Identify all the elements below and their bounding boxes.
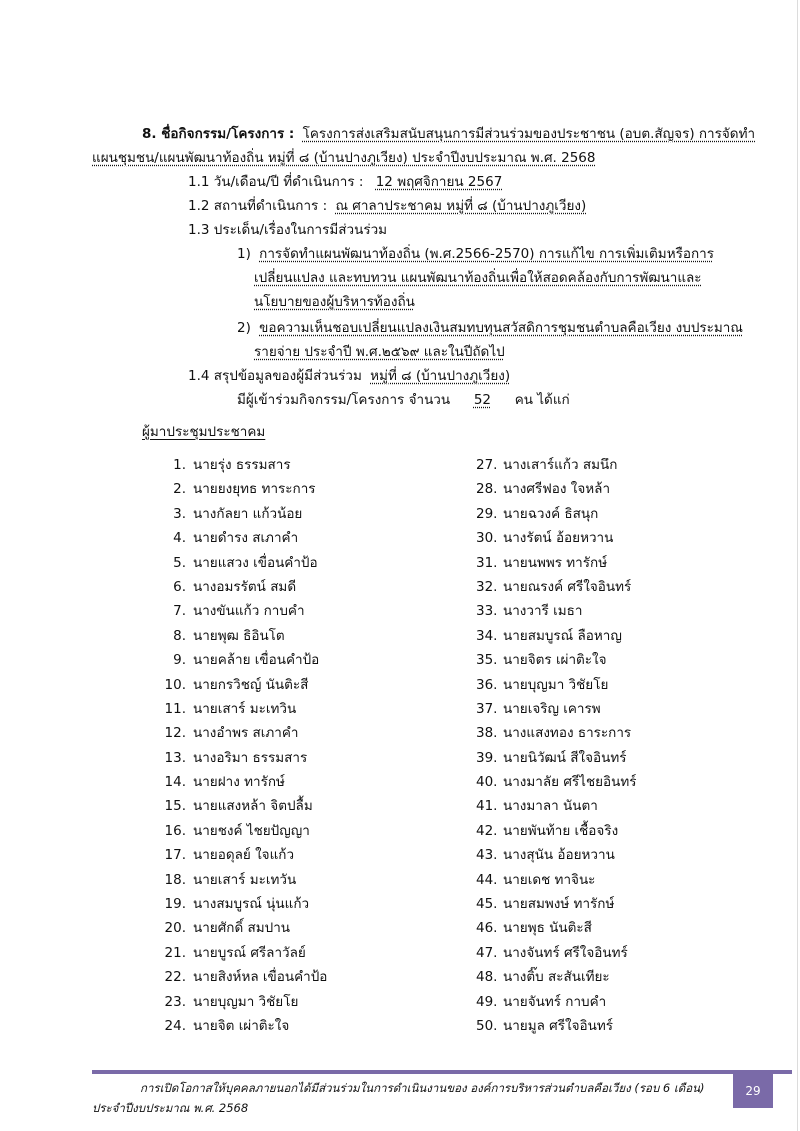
- attendee-name: นายฝาง ทารักษ์: [193, 774, 285, 791]
- attendee-number: 17.: [164, 847, 186, 864]
- attendee-number: 30.: [476, 530, 498, 547]
- attendee-number: 12.: [164, 725, 186, 742]
- place-value: ณ ศาลาประชาคม หมู่ที่ ๘ (บ้านปางภูเวียง): [335, 198, 587, 214]
- attendee-number: 16.: [164, 822, 186, 839]
- attendee-name: นายสมบูรณ์ ลือหาญ: [503, 627, 622, 644]
- attendee-row: [120, 528, 327, 552]
- attendee-name: นายบูรณ์ ศรีลาวัลย์: [193, 944, 306, 961]
- attendee-name: นางสุนัน อ้อยหวาน: [503, 847, 615, 864]
- attendee-row: [476, 772, 637, 796]
- attendee-row: [476, 845, 637, 869]
- attendee-row: [120, 894, 327, 918]
- attendee-row: [476, 577, 637, 601]
- issue2-line1: ขอความเห็นชอบเปลี่ยนแปลงเงินสมทบทุนสวัสดิการชุมชนตำบลคือเวียง งบประมาณ: [259, 320, 743, 336]
- issue1-line1: การจัดทำแผนพัฒนาท้องถิ่น (พ.ศ.2566-2570) การแก้ไข การเพิ่มเติมหรือการ: [259, 246, 714, 262]
- count-row: [237, 390, 570, 410]
- attendee-name: นายเสาร์ มะเทวิน: [193, 700, 297, 717]
- attendee-name: นายนพพร ทารักษ์: [503, 554, 608, 571]
- attendee-row: [120, 918, 327, 942]
- attendee-name: นายบุญมา วิชัยโย: [193, 993, 299, 1010]
- issue1-line3: นโยบายของผู้บริหารท้องถิ่น: [254, 294, 415, 310]
- issue1-line2: เปลี่ยนแปลง และทบทวน แผนพัฒนาท้องถิ่นเพื่อให้สอดคล้องกับการพัฒนาและ: [254, 270, 702, 286]
- attendee-name: นายแสงหล้า จิตปลื้ม: [193, 798, 313, 815]
- attendee-number: 6.: [173, 578, 186, 595]
- attendee-name: นายฉวงค์ ธิสนุก: [503, 505, 599, 522]
- issues-label: 1.3 ประเด็น/เรื่องในการมีส่วนร่วม: [188, 222, 388, 238]
- attendee-name: นางแสงทอง ธาระการ: [503, 725, 632, 742]
- attendee-row: [476, 723, 637, 747]
- attendee-name: นางเสาร์แก้ว สมนึก: [503, 457, 618, 473]
- attendee-number: 11.: [164, 700, 186, 717]
- page-number: 29: [745, 1084, 761, 1098]
- attendee-row: [120, 577, 327, 601]
- attendee-name: นายเสาร์ มะเทวัน: [193, 871, 297, 888]
- attendee-row: [120, 943, 327, 967]
- attendee-name: นายสิงห์หล เขื่อนคำป้อ: [193, 969, 328, 986]
- attendee-row: [120, 772, 327, 796]
- attendee-name: นายมูล ศรีใจอินทร์: [503, 1017, 613, 1034]
- count-value: 52: [473, 392, 492, 408]
- attendee-name: นายอดุลย์ ใจแก้ว: [193, 847, 295, 864]
- attendee-row: [120, 748, 327, 772]
- attendee-name: นางวารี เมธา: [503, 603, 583, 620]
- footer-line2: ประจำปีงบประมาณ พ.ศ. 2568: [92, 1101, 249, 1115]
- summary-village: หมู่ที่ ๘ (บ้านปางภูเวียง): [370, 368, 511, 384]
- attendee-number: 44.: [476, 871, 498, 888]
- attendee-row: [120, 796, 327, 820]
- section-title-line1: โครงการส่งเสริมสนับสนุนการมีส่วนร่วมของประชาชน (อบต.สัญจร) การจัดทำ: [302, 126, 756, 142]
- attendee-name: นางอมรรัตน์ สมดี: [193, 578, 297, 595]
- attendee-row: [476, 992, 637, 1016]
- attendee-number: 5.: [173, 554, 186, 571]
- attendee-row: [120, 650, 327, 674]
- attendees-right-column: [476, 455, 637, 1040]
- attendee-row: [476, 528, 637, 552]
- attendee-row: [120, 455, 327, 479]
- attendee-name: นายคล้าย เขื่อนคำป้อ: [193, 652, 320, 669]
- attendee-row: [120, 821, 327, 845]
- attendee-name: นางติ๊บ สะสันเทียะ: [503, 969, 610, 986]
- attendee-number: 35.: [476, 652, 498, 669]
- attendee-row: [476, 553, 637, 577]
- attendee-row: [120, 992, 327, 1016]
- count-suffix: คน ได้แก่: [514, 392, 570, 408]
- attendee-name: นางอริมา ธรรมสาร: [193, 749, 308, 766]
- attendee-number: 7.: [173, 603, 186, 620]
- attendee-name: นายจันทร์ กาบคำ: [503, 993, 607, 1010]
- attendees-left-column: [120, 455, 327, 1040]
- attendee-row: [120, 504, 327, 528]
- attendee-number: 46.: [476, 920, 498, 937]
- attendee-number: 48.: [476, 969, 498, 986]
- attendee-row: [476, 821, 637, 845]
- footer-divider: [92, 1070, 792, 1074]
- attendee-name: นายรุ่ง ธรรมสาร: [193, 457, 291, 473]
- attendee-number: 15.: [164, 798, 186, 815]
- attendee-number: 38.: [476, 725, 498, 742]
- attendee-row: [120, 553, 327, 577]
- attendee-number: 29.: [476, 505, 498, 522]
- attendee-name: นางอำพร สเภาคำ: [193, 725, 299, 742]
- attendee-row: [120, 601, 327, 625]
- attendee-number: 14.: [164, 774, 186, 791]
- issue2-line2: รายจ่าย ประจำปี พ.ศ.๒๕๖๙ และในปีถัดไป: [254, 344, 505, 360]
- attendee-name: นายเดช ทาจินะ: [503, 871, 596, 888]
- attendee-name: นายณรงค์ ศรีใจอินทร์: [503, 578, 632, 595]
- attendee-number: 34.: [476, 627, 498, 644]
- attendee-row: [476, 626, 637, 650]
- attendee-name: นางมาลา นันตา: [503, 798, 598, 815]
- attendee-number: 33.: [476, 603, 498, 620]
- attendee-number: 23.: [164, 993, 186, 1010]
- attendee-number: 31.: [476, 554, 498, 571]
- attendee-row: [120, 1016, 327, 1040]
- attendee-name: นายแสวง เขื่อนคำป้อ: [193, 554, 318, 571]
- page-edge-rule: [797, 0, 798, 1131]
- date-value: 12 พฤศจิกายน 2567: [375, 174, 503, 190]
- date-row: [188, 172, 502, 192]
- attendee-row: [476, 479, 637, 503]
- attendee-row: [476, 1016, 637, 1040]
- attendee-row: [120, 723, 327, 747]
- attendee-number: 41.: [476, 798, 498, 815]
- attendee-name: นางกัลยา แก้วน้อย: [193, 505, 303, 522]
- issue2-line1-row: [237, 318, 743, 338]
- attendee-name: นายจิต เผ่าติะใจ: [193, 1017, 290, 1034]
- attendee-number: 36.: [476, 676, 498, 693]
- attendee-row: [476, 504, 637, 528]
- footer-line1: การเปิดโอกาสให้บุคคลภายนอกได้มีส่วนร่วมในการดำเนินงานของ องค์การบริหารส่วนตำบลคือเวียง (รอบ 6 เดือน): [140, 1081, 705, 1095]
- attendee-name: นายบุญมา วิชัยโย: [503, 676, 609, 693]
- attendee-name: นางรัตน์ อ้อยหวาน: [503, 530, 614, 547]
- attendee-number: 45.: [476, 896, 498, 913]
- attendee-number: 13.: [164, 749, 186, 766]
- attendee-row: [120, 626, 327, 650]
- attendee-row: [476, 796, 637, 820]
- attendee-number: 40.: [476, 774, 498, 791]
- date-label: 1.1 วัน/เดือน/ปี ที่ดำเนินการ :: [188, 174, 364, 190]
- attendee-name: นางขันแก้ว กาบคำ: [193, 603, 305, 620]
- attendee-name: นายศักดิ์ สมปาน: [193, 920, 291, 937]
- attendee-row: [476, 650, 637, 674]
- attendee-number: 28.: [476, 481, 498, 498]
- attendee-row: [120, 479, 327, 503]
- issue1-number: 1): [237, 246, 251, 262]
- issue2-number: 2): [237, 320, 251, 336]
- attendee-row: [476, 699, 637, 723]
- attendee-number: 47.: [476, 944, 498, 961]
- attendee-name: นายพุธ นันติะสี: [503, 920, 592, 937]
- place-row: [188, 196, 586, 216]
- summary-row: [188, 366, 510, 386]
- section-heading-line: [142, 124, 755, 144]
- attendee-number: 18.: [164, 871, 186, 888]
- attendee-row: [476, 455, 637, 479]
- attendee-name: นายดำรง สเภาคำ: [193, 530, 299, 547]
- attendee-name: นายยงยุทธ ทาระการ: [193, 481, 316, 498]
- attendee-name: นายสมพงษ์ ทารักษ์: [503, 896, 615, 913]
- attendee-number: 42.: [476, 822, 498, 839]
- attendee-name: นางศรีฟอง ใจหล้า: [503, 481, 611, 498]
- attendee-number: 49.: [476, 993, 498, 1010]
- attendee-row: [120, 967, 327, 991]
- attendee-number: 1.: [173, 457, 186, 473]
- attendee-number: 27.: [476, 457, 498, 473]
- attendee-number: 37.: [476, 700, 498, 717]
- attendee-number: 39.: [476, 749, 498, 766]
- attendee-number: 22.: [164, 969, 186, 986]
- summary-label: 1.4 สรุปข้อมูลของผู้มีส่วนร่วม: [188, 368, 362, 384]
- attendee-number: 24.: [164, 1017, 186, 1034]
- attendee-row: [120, 845, 327, 869]
- attendee-name: นายกรวิชญ์ นันติะสี: [193, 676, 309, 693]
- attendee-row: [120, 699, 327, 723]
- attendee-row: [476, 601, 637, 625]
- issue1-line1-row: [237, 244, 714, 264]
- attendee-row: [476, 870, 637, 894]
- attendee-row: [476, 967, 637, 991]
- attendee-number: 50.: [476, 1017, 498, 1034]
- attendee-name: นายพันท้าย เชื้อจริง: [503, 822, 619, 839]
- attendee-number: 9.: [173, 652, 186, 669]
- attendee-row: [476, 675, 637, 699]
- attendee-number: 19.: [164, 896, 186, 913]
- attendee-number: 20.: [164, 920, 186, 937]
- page-number-box: [733, 1074, 773, 1108]
- attendee-name: นายพุฒ ธิอินโต: [193, 627, 285, 644]
- attendees-heading: ผู้มาประชุมประชาคม: [142, 424, 266, 440]
- attendee-name: นายจิตร เผ่าติะใจ: [503, 652, 607, 669]
- attendee-number: 8.: [173, 627, 186, 644]
- section-title-line2: แผนชุมชน/แผนพัฒนาท้องถิ่น หมู่ที่ ๘ (บ้านปางภูเวียง) ประจำปีงบประมาณ พ.ศ. 2568: [92, 150, 596, 166]
- place-label: 1.2 สถานที่ดำเนินการ :: [188, 198, 328, 214]
- attendee-number: 32.: [476, 578, 498, 595]
- attendee-row: [476, 748, 637, 772]
- attendee-number: 3.: [173, 505, 186, 522]
- attendee-name: นายเจริญ เคารพ: [503, 700, 601, 717]
- attendee-row: [476, 918, 637, 942]
- attendee-name: นางสมบูรณ์ นุ่นแก้ว: [193, 896, 310, 913]
- attendee-number: 21.: [164, 944, 186, 961]
- count-prefix: มีผู้เข้าร่วมกิจกรรม/โครงการ จำนวน: [237, 392, 451, 408]
- attendee-row: [120, 675, 327, 699]
- attendee-row: [476, 894, 637, 918]
- attendee-number: 10.: [164, 676, 186, 693]
- attendee-name: นางจันทร์ ศรีใจอินทร์: [503, 944, 628, 961]
- attendee-name: นายนิวัฒน์ สีใจอินทร์: [503, 749, 627, 766]
- attendee-row: [120, 870, 327, 894]
- attendee-row: [476, 943, 637, 967]
- attendee-number: 43.: [476, 847, 498, 864]
- attendee-number: 4.: [173, 530, 186, 547]
- section-heading: 8. ชื่อกิจกรรม/โครงการ :: [142, 126, 295, 142]
- attendee-name: นายชงค์ ไชยปัญญา: [193, 822, 310, 839]
- attendee-name: นางมาลัย ศรีไชยอินทร์: [503, 774, 637, 791]
- attendee-number: 2.: [173, 481, 186, 498]
